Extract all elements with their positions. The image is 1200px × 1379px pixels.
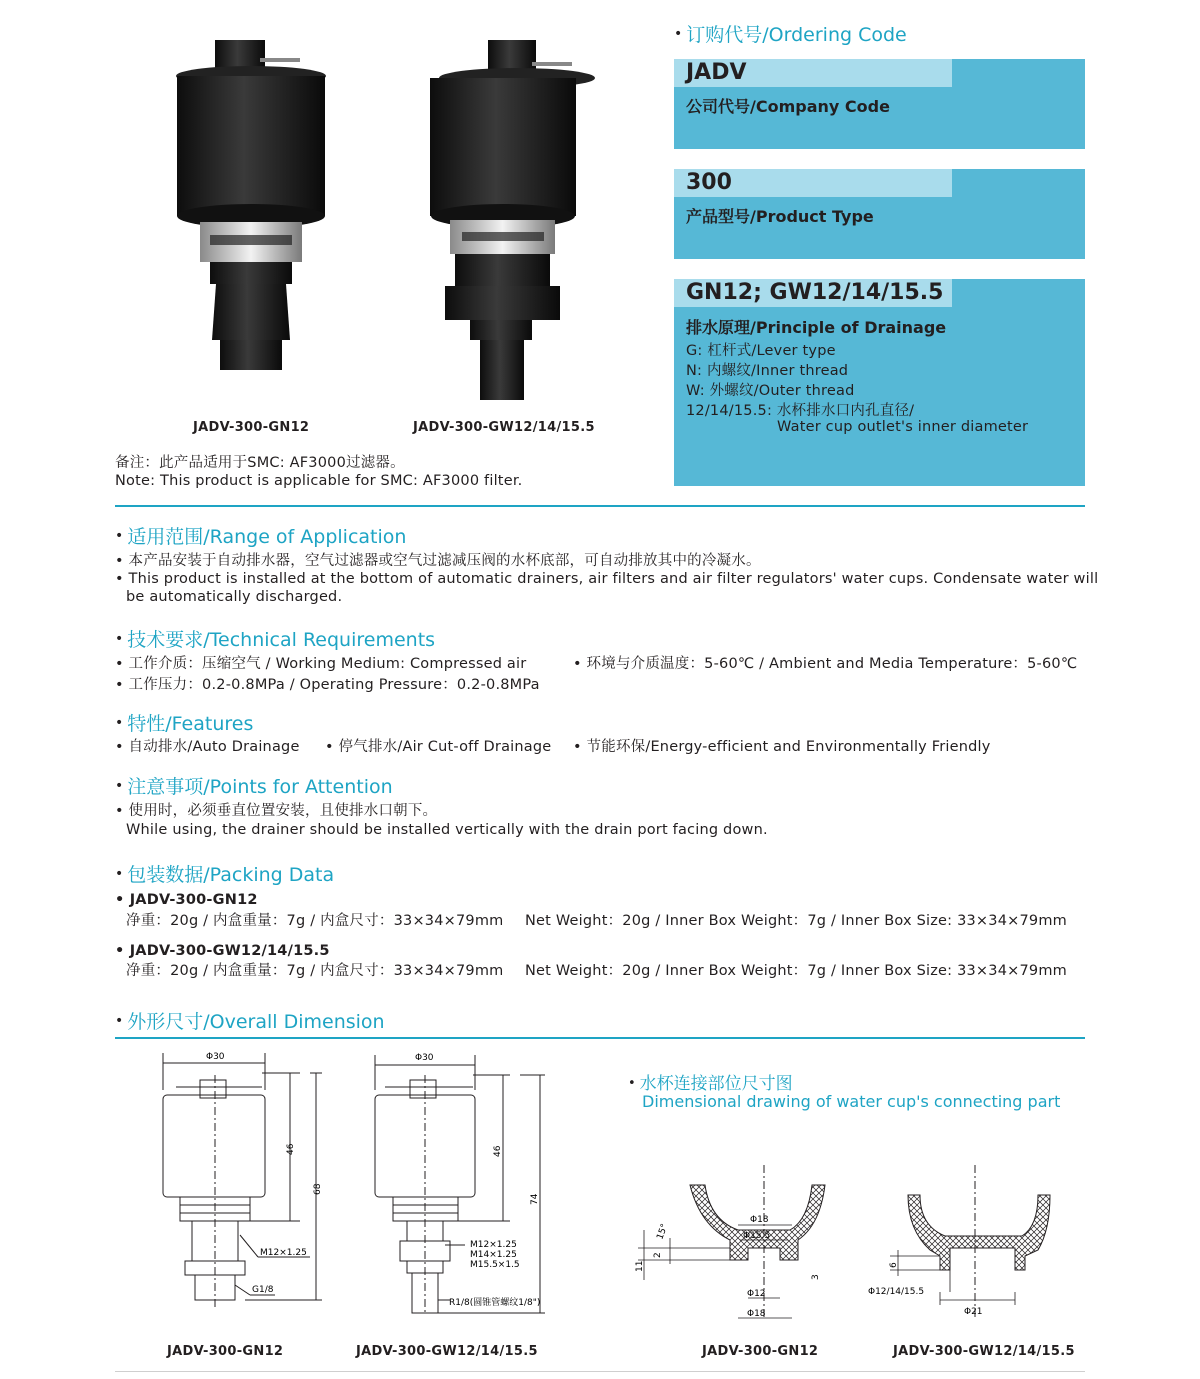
- cup1-d18: Φ18: [750, 1215, 769, 1225]
- drainage-line-w: W: 外螺纹/Outer thread: [686, 383, 855, 399]
- dimension-caption-gw12: JADV-300-GW12/14/15.5: [356, 1344, 538, 1359]
- cup-drawing-gn12: [630, 1160, 830, 1330]
- product-caption-gn12: JADV-300-GN12: [193, 420, 310, 435]
- packing-model-gw12: • JADV-300-GW12/14/15.5: [115, 943, 330, 959]
- cup1-angle: 15°: [655, 1222, 671, 1242]
- d1-thread2: G1/8: [252, 1285, 274, 1295]
- feature-air-cutoff: • 停气排水/Air Cut-off Drainage: [325, 739, 552, 755]
- attention-line-cn: • 使用时，必须垂直位置安装，且使排水口朝下。: [115, 803, 438, 819]
- packing-gw12-en: Net Weight：20g / Inner Box Weight：7g / Inner Box Size: 33×34×79mm: [525, 963, 1067, 979]
- drainage-line-g: G: 杠杆式/Lever type: [686, 343, 836, 359]
- attention-title: • 注意事项/Points for Attention: [115, 776, 393, 798]
- dimension-drawing-gn12: [150, 1045, 340, 1315]
- drainage-line-n: N: 内螺纹/Inner thread: [686, 363, 849, 379]
- divider-bottom: [115, 1371, 1085, 1372]
- d2-h1: 46: [493, 1145, 503, 1157]
- product-type-label: 产品型号/Product Type: [686, 207, 874, 226]
- code-tab-300: 300: [674, 169, 952, 197]
- note-cn: 备注：此产品适用于SMC: AF3000过滤器。: [115, 455, 405, 471]
- cup1-d155: Φ15.5: [743, 1231, 771, 1241]
- attention-line-en: While using, the drainer should be installed vertically with the drain port facing down.: [126, 822, 768, 838]
- d2-phi: Φ30: [415, 1053, 434, 1063]
- dimension-caption-gn12: JADV-300-GN12: [167, 1344, 284, 1359]
- code-tab-jadv: JADV: [674, 59, 952, 87]
- range-title: • 适用范围/Range of Application: [115, 526, 407, 548]
- cup-drawing-gw12: [860, 1160, 1060, 1330]
- packing-model-gn12: • JADV-300-GN12: [115, 892, 258, 908]
- code-box-drainage: [674, 279, 1085, 486]
- product-photo-gn12: [150, 40, 340, 390]
- cup2-d-inner: Φ12/14/15.5: [868, 1287, 925, 1297]
- d2-t3: M15.5×1.5: [470, 1260, 520, 1270]
- cup-title-en: Dimensional drawing of water cup's connecting part: [642, 1092, 1061, 1111]
- cup1-h2: 2: [653, 1252, 663, 1258]
- d2-t2: M14×1.25: [470, 1250, 517, 1260]
- range-line-en: • This product is installed at the bottom of automatic drainers, air filters and air filter regulators' water cups. Condensate water will: [115, 571, 1099, 587]
- technical-medium: • 工作介质：压缩空气 / Working Medium: Compressed air: [115, 656, 527, 672]
- drainage-label: 排水原理/Principle of Drainage: [686, 318, 947, 337]
- d2-thread: R1/8(圆锥管螺纹1/8"): [449, 1298, 541, 1308]
- dimension-title: • 外形尺寸/Overall Dimension: [115, 1011, 385, 1033]
- d1-h1: 46: [286, 1143, 296, 1155]
- cup2-h6: 6: [889, 1262, 899, 1268]
- range-line-en-2: be automatically discharged.: [126, 589, 343, 605]
- feature-auto-drainage: • 自动排水/Auto Drainage: [115, 739, 300, 755]
- cup-caption-gw12: JADV-300-GW12/14/15.5: [893, 1344, 1075, 1359]
- cup1-d18b: Φ18: [747, 1309, 766, 1319]
- cup2-d21: Φ21: [964, 1307, 983, 1317]
- packing-gn12-en: Net Weight：20g / Inner Box Weight：7g / Inner Box Size: 33×34×79mm: [525, 913, 1067, 929]
- packing-gw12-cn: 净重：20g / 内盒重量：7g / 内盒尺寸：33×34×79mm: [126, 963, 504, 979]
- code-box-product: [674, 169, 1085, 259]
- product-photo-gw12: [420, 40, 610, 405]
- drainage-line-diameter-en: Water cup outlet's inner diameter: [777, 419, 1029, 435]
- cup-caption-gn12: JADV-300-GN12: [702, 1344, 819, 1359]
- cup1-d12: Φ12: [747, 1289, 766, 1299]
- company-code-label: 公司代号/Company Code: [686, 97, 890, 116]
- d1-thread1: M12×1.25: [260, 1248, 307, 1258]
- d1-h2: 68: [313, 1183, 323, 1195]
- features-title: • 特性/Features: [115, 713, 254, 735]
- divider-top: [115, 505, 1085, 507]
- range-line-cn: • 本产品安装于自动排水器，空气过滤器或空气过滤减压阀的水杯底部，可自动排放其中的冷凝水。: [115, 553, 761, 569]
- cup-title-cn: • 水杯连接部位尺寸图: [628, 1074, 793, 1094]
- code-box-company: [674, 59, 1085, 149]
- packing-gn12-cn: 净重：20g / 内盒重量：7g / 内盒尺寸：33×34×79mm: [126, 913, 504, 929]
- d2-h2: 74: [530, 1193, 540, 1205]
- d1-phi: Φ30: [206, 1052, 225, 1062]
- ordering-title: • 订购代号/Ordering Code: [674, 24, 907, 46]
- cup1-h3: 3: [811, 1274, 821, 1280]
- packing-title: • 包装数据/Packing Data: [115, 864, 335, 886]
- technical-pressure: • 工作压力：0.2-0.8MPa / Operating Pressure：0.2-0.8MPa: [115, 677, 540, 693]
- code-tab-gn12: GN12; GW12/14/15.5: [674, 279, 952, 307]
- feature-energy-efficient: • 节能环保/Energy-efficient and Environmentally Friendly: [573, 739, 991, 755]
- d2-t1: M12×1.25: [470, 1240, 517, 1250]
- dimension-drawing-gw12: [365, 1045, 555, 1315]
- technical-title: • 技术要求/Technical Requirements: [115, 629, 436, 651]
- product-caption-gw12: JADV-300-GW12/14/15.5: [413, 420, 595, 435]
- note-en: Note: This product is applicable for SMC: AF3000 filter.: [115, 473, 523, 489]
- technical-temperature: • 环境与介质温度：5-60℃ / Ambient and Media Temperature：5-60℃: [573, 656, 1078, 672]
- divider-dimension: [115, 1037, 1085, 1039]
- cup1-h11: 11: [635, 1260, 645, 1272]
- drainage-line-diameter: 12/14/15.5: 水杯排水口内孔直径/: [686, 403, 915, 419]
